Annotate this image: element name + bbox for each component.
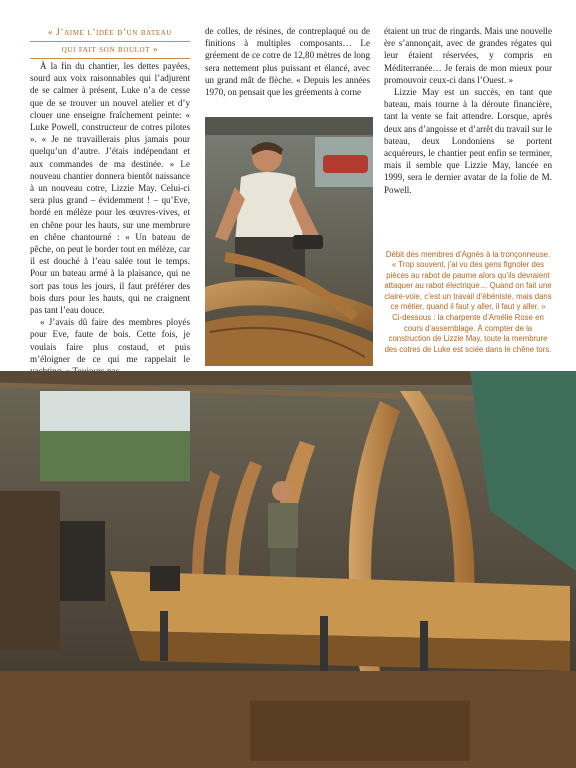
article-column-3	[384, 25, 552, 196]
heading-line-1: « J’aime l’idée d’un bateau	[30, 27, 190, 42]
photo-workshop-frames	[0, 371, 576, 768]
column1-paragraph-1: À la fin du chantier, les dettes payées, sourd aux voix raisonnables qui l’adjurent de se calmer à présent, Luke n’a de cesse que de se trouver un nouvel atelier et d’y clouer une enseigne fraîchement peinte: « Luke Powell, constructeur de cotres pilotes ». « Je ne travaillerais plus jamais pour quelqu’un d’autre. J’étais indépendant et aux commandes de ma destinée. » Le nouveau chantier donnera bientôt naissance à un nouveau cotre, Lizzie May. Celui-ci sera plus grand – évidemment ! – qu’Eve, bordé en mélèze pour les œuvres-vives, et en chêne pour les hauts, sur une membrure en chêne chantourné : « Un bateau de pêche, on peut le border tout en mélèze, car il est douché à l’eau salée tout le temps. Pour un bateau armé à la plaisance, qui ne sort pas tous les jours, il faut préférer des bois durs pour les hauts, qui ne craignent pas tant l’eau douce.	[30, 61, 190, 316]
column1-paragraph-2: « J’avais dû faire des membres ployés pour Eve, faute de bois. Cette fois, je voulais faire plus costaud, et puis m’éloigner de ce qui me rappelait le	[30, 317, 190, 364]
section-heading	[30, 27, 190, 61]
heading-line-2: qui fait son boulot »	[30, 44, 190, 59]
column3-paragraph-1: étaient un truc de ringards. Mais une nouvelle ère s’annonçait, avec de grandes régates qui leur étaient réservées, y compris en Méditerranée… Je ferais de mon mieux pour promouvoir ceux-ci dans l’Ouest. »	[384, 26, 552, 85]
article-column-1	[30, 60, 190, 377]
article-column-2	[205, 25, 370, 98]
column3-paragraph-2: Lizzie May est un succès, en tant que bateau, mais tourne à la déroute financière, tant la vente se fait attendre. Lorsque, après deux ans d’angoisse et d’arrêt du travail sur le bateau, deux Londoniens se portent acquéreurs, le chantier peut enfin se terminer, mais il semble que Lizzie May, lancée en 1999, sera le dernier avatar de la folie de M. Powell.	[384, 87, 552, 195]
caption-paragraph-1: Débit des membres d’Agnès à la tronçonneuse. « Trop souvent, j’ai vu des gens fignoler des pièces au rabot de paume alors qu’ils devraient attaquer au rabot électrique… Quand on fait une claire-voie, c’est un travail d’ébéniste, mais dans ce métier, quand il faut y aller, il faut y aller. »	[384, 250, 552, 312]
column2-paragraph-1: de colles, de résines, de contreplaqué ou de finitions à multiples composants… Le gréement de ce cotre de 12,80 mètres de long sera nettement plus puissant et élancé, avec un grand mât de flèche. « Depuis les années 1970, on pensait que les gréements à corne	[205, 26, 370, 98]
caption-paragraph-2: Ci-dessous : la charpente d’Amélie Rose en cours d’assemblage. À compter de la construction de Lizzie May, toute la membrure des cotres de Luke est sciée dans le chêne tors.	[384, 313, 552, 354]
photo-caption	[384, 250, 552, 356]
photo-worker-sanding	[205, 117, 373, 366]
